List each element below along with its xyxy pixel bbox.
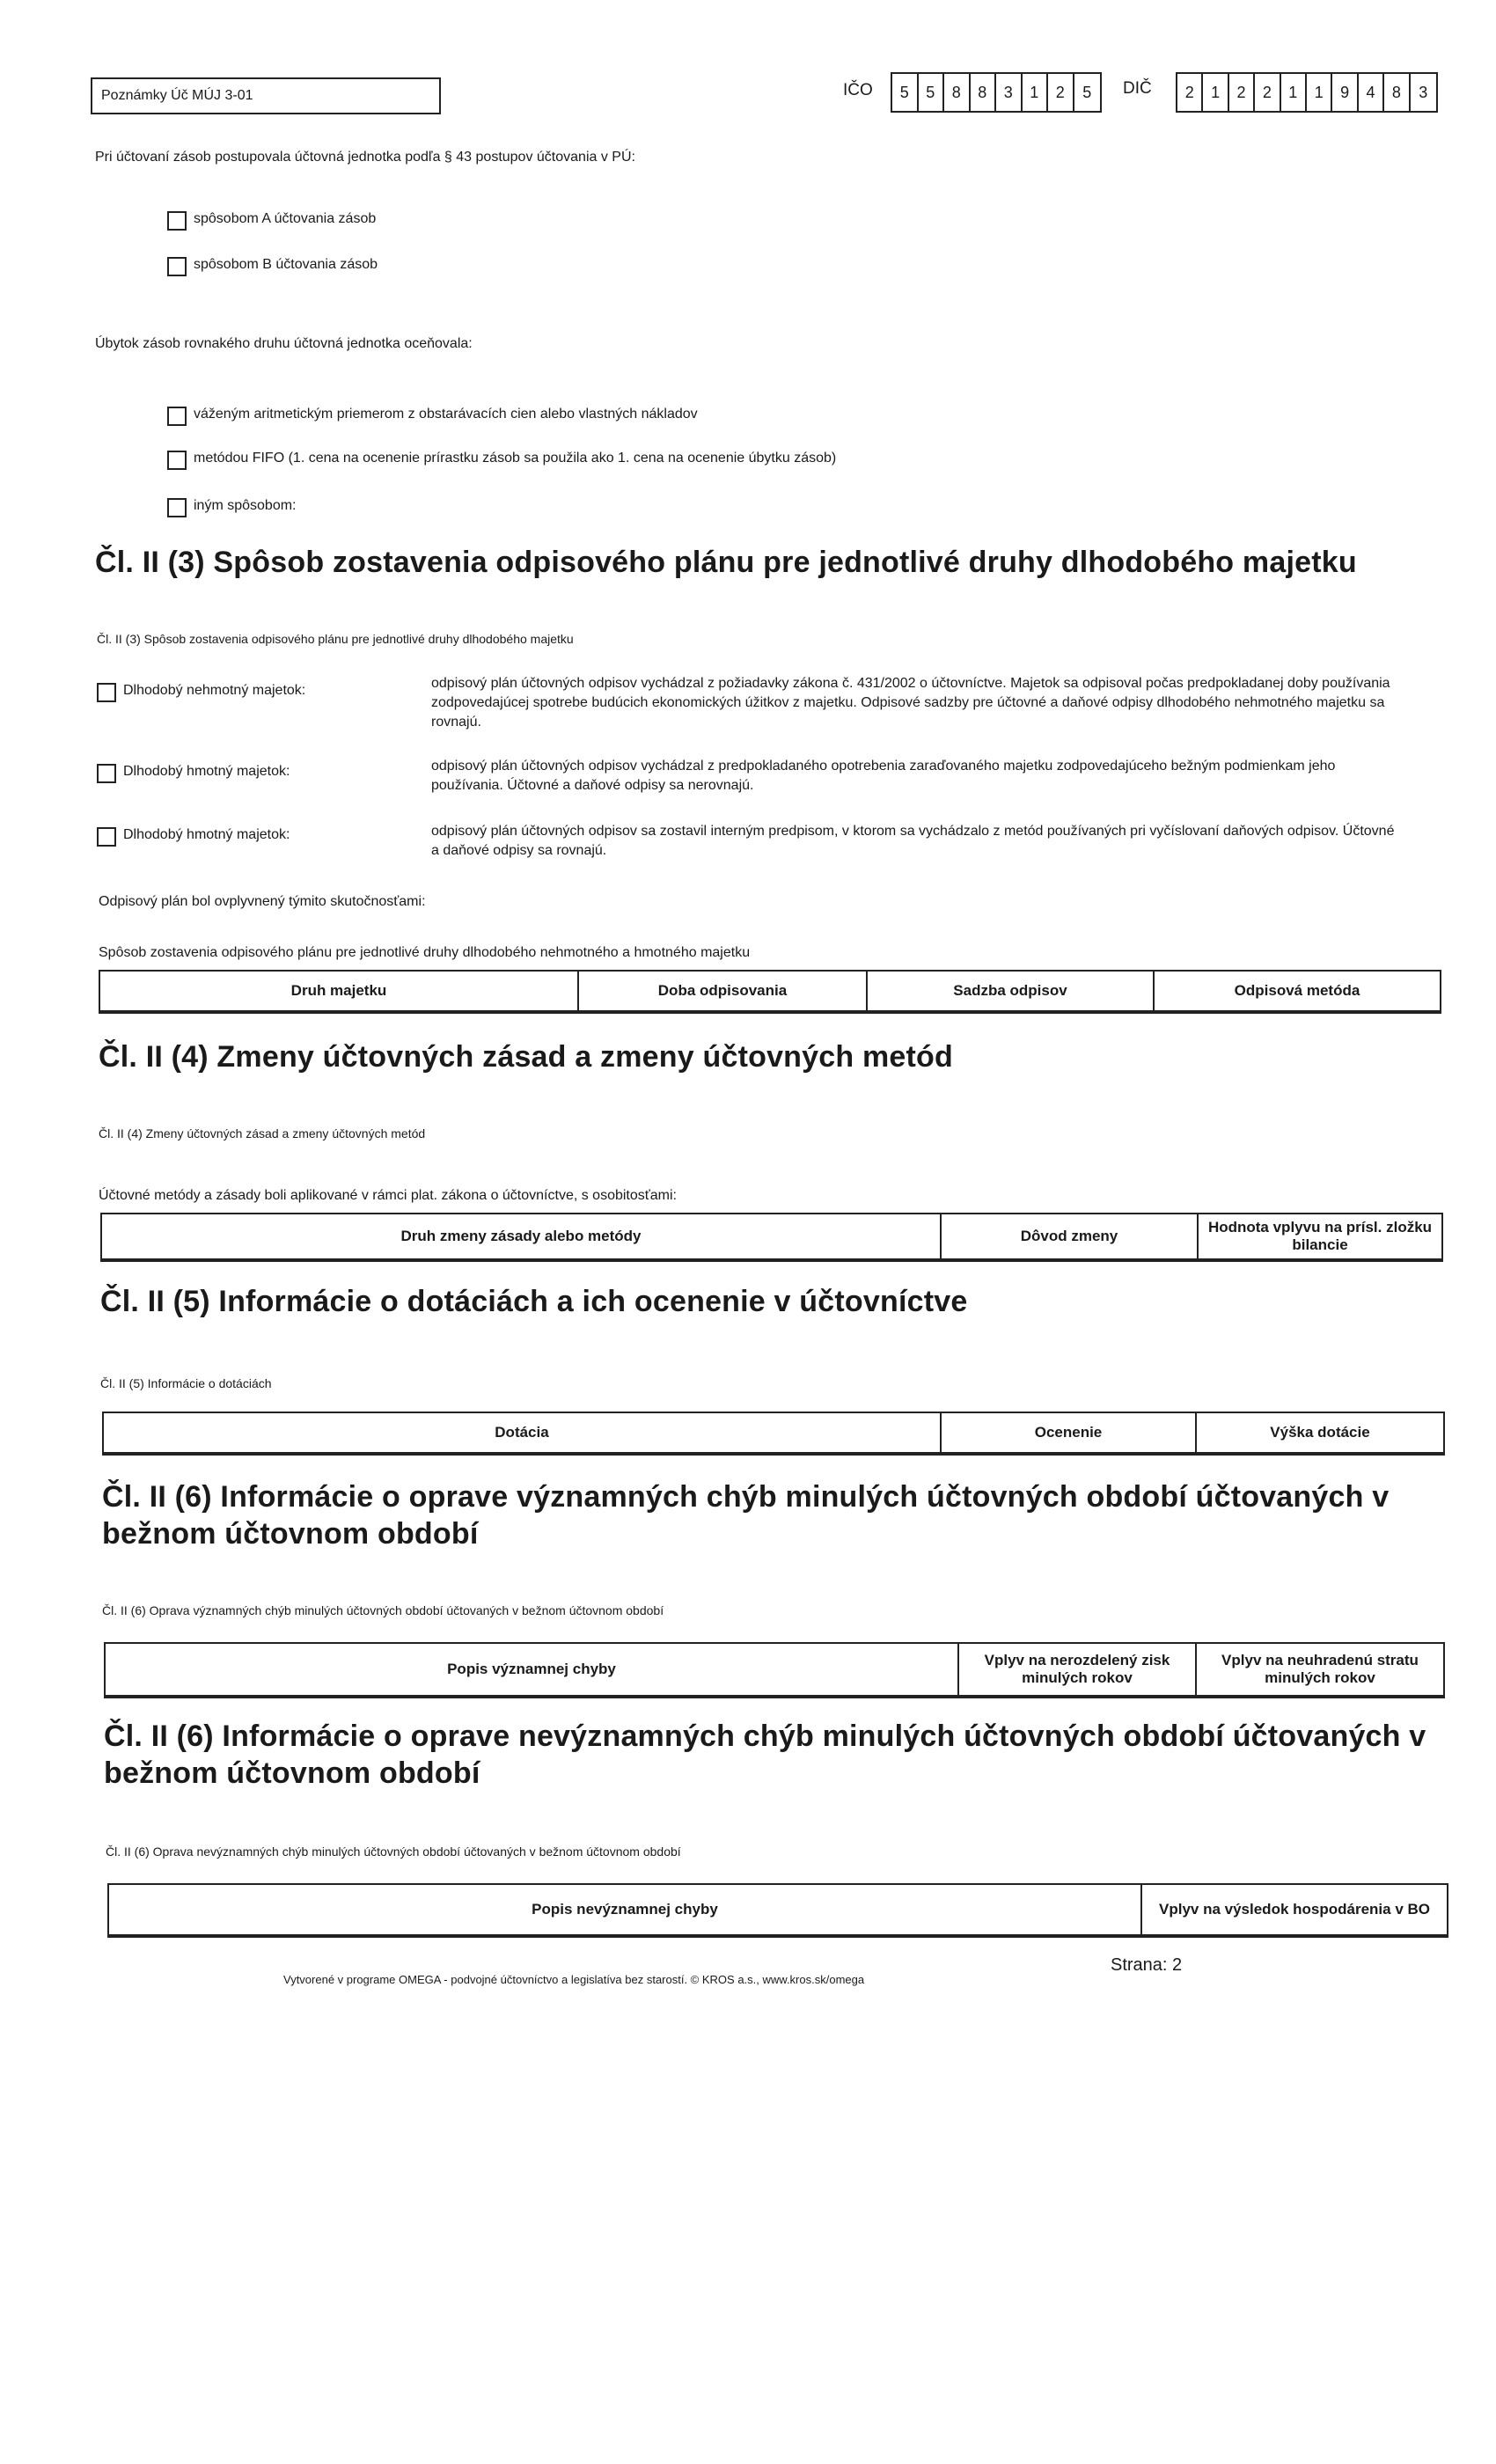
- footer-page-number: Strana: 2: [1111, 1955, 1183, 1975]
- asset-item-1-checkbox[interactable]: [97, 683, 116, 702]
- footer-created-by: Vytvorené v programe OMEGA - podvojné účtovníctvo a legislatíva bez starostí. © KROS a.s., www.kros.sk/omega: [283, 1973, 865, 1986]
- option-b-row[interactable]: [167, 257, 378, 276]
- depreciation-table-caption: Spôsob zostavenia odpisového plánu pre jednotlivé druhy dlhodobého nehmotného a hmotného majetku: [99, 945, 751, 960]
- col-retained-profit-impact: Vplyv na nerozdelený zisk minulých rokov: [959, 1644, 1197, 1695]
- col-subsidy-amount: Výška dotácie: [1270, 1424, 1370, 1441]
- section6b-subheading: Čl. II (6) Oprava nevýznamných chýb minulých účtovných období účtovaných v bežnom účtovnom období: [106, 1844, 681, 1859]
- section4-text: Účtovné metódy a zásady boli aplikované v rámci plat. zákona o účtovníctve, s osobitosťami:: [99, 1188, 677, 1203]
- section5-subheading: Čl. II (5) Informácie o dotáciách: [100, 1376, 272, 1390]
- col-change-impact: Hodnota vplyvu na prísl. zložku bilancie: [1207, 1219, 1433, 1253]
- dic-digit: 1: [1281, 74, 1307, 111]
- col-asset-type: Druh majetku: [100, 972, 579, 1010]
- subsidies-table-header: [102, 1412, 1445, 1456]
- dic-digit: 2: [1229, 74, 1255, 111]
- val-other-checkbox[interactable]: [167, 498, 187, 517]
- ico-digit: 5: [1082, 83, 1092, 101]
- ico-field: [891, 72, 1102, 113]
- form-label: Poznámky Úč MÚJ 3-01: [101, 88, 253, 103]
- ico-digit: 8: [944, 74, 971, 111]
- asset-item-3-text: odpisový plán účtovných odpisov sa zostavil interným predpisom, v ktorom sa vychádzalo z metód používaných pri vyčíslovaní daňových odpisov. Účtovné a daňové odpisy sa rovnajú.: [431, 824, 1395, 858]
- val-other-row[interactable]: [167, 498, 297, 517]
- ico-digit: 2: [1048, 74, 1074, 111]
- section4-subheading: Čl. II (4) Zmeny účtovných zásad a zmeny účtovných metód: [99, 1126, 426, 1140]
- ico-digit: 5: [919, 74, 945, 111]
- ico-digit: 1: [1023, 74, 1049, 111]
- asset-item-2-label: Dlhodobý hmotný majetok:: [123, 764, 290, 779]
- option-b-label: spôsobom B účtovania zásob: [194, 257, 378, 272]
- val-weighted-label: váženým aritmetickým priemerom z obstarávacích cien alebo vlastných nákladov: [194, 407, 698, 422]
- section6a-heading: [102, 1478, 1389, 1552]
- asset-item-2-checkbox[interactable]: [97, 764, 116, 783]
- dic-digit: 2: [1177, 74, 1203, 111]
- section6a-subheading: Čl. II (6) Oprava významných chýb minulých účtovných období účtovaných v bežnom účtovnom období: [102, 1603, 664, 1617]
- asset-item-1[interactable]: [97, 683, 305, 702]
- col-change-reason: Dôvod zmeny: [942, 1214, 1199, 1258]
- col-subsidy-valuation: Ocenenie: [942, 1413, 1197, 1452]
- option-a-label: spôsobom A účtovania zásob: [194, 211, 377, 226]
- dic-digit: 3: [1419, 83, 1428, 101]
- col-change-type: Druh zmeny zásady alebo metódy: [102, 1214, 942, 1258]
- asset-item-1-label: Dlhodobý nehmotný majetok:: [123, 683, 306, 698]
- col-subsidy: Dotácia: [104, 1413, 942, 1452]
- col-depreciation-rate: Sadzba odpisov: [868, 972, 1155, 1010]
- asset-item-3-label: Dlhodobý hmotný majetok:: [123, 827, 290, 842]
- option-a-row[interactable]: [167, 211, 376, 231]
- section6b-heading-line2: bežnom účtovnom období: [104, 1756, 480, 1790]
- significant-errors-table-header: [104, 1642, 1445, 1698]
- dic-label: DIČ: [1123, 79, 1152, 98]
- col-minor-error: Popis nevýznamnej chyby: [109, 1885, 1142, 1934]
- section4-heading: Čl. II (4) Zmeny účtovných zásad a zmeny účtovných metód: [99, 1040, 953, 1074]
- val-fifo-label: metódou FIFO (1. cena na ocenenie prírastku zásob sa použila ako 1. cena na ocenenie úbytku zásob): [194, 451, 837, 466]
- col-depreciation-period: Doba odpisovania: [579, 972, 868, 1010]
- section6b-heading-line1: Čl. II (6) Informácie o oprave nevýznamných chýb minulých účtovných období účtovaných v: [104, 1720, 1426, 1753]
- influenced-label: Odpisový plán bol ovplyvnený týmito skutočnosťami:: [99, 894, 426, 909]
- section5-heading: Čl. II (5) Informácie o dotáciách a ich ocenenie v účtovníctve: [100, 1285, 968, 1318]
- dic-digit: 8: [1384, 74, 1410, 111]
- section6b-heading: [104, 1718, 1426, 1792]
- col-depreciation-method: Odpisová metóda: [1234, 982, 1360, 1000]
- minor-errors-table-header: [107, 1883, 1448, 1938]
- form-label-box: [91, 77, 441, 114]
- dic-digit: 4: [1359, 74, 1384, 111]
- dic-digit: 1: [1307, 74, 1332, 111]
- val-fifo-checkbox[interactable]: [167, 451, 187, 470]
- section6a-heading-line2: bežnom účtovnom období: [102, 1517, 479, 1551]
- dic-digit: 1: [1203, 74, 1228, 111]
- depreciation-table-header: [99, 970, 1441, 1014]
- val-weighted-checkbox[interactable]: [167, 407, 187, 426]
- asset-item-2[interactable]: [97, 764, 290, 783]
- section6a-heading-line1: Čl. II (6) Informácie o oprave významných chýb minulých účtovných období účtovaných v: [102, 1480, 1390, 1514]
- ico-label: IČO: [843, 81, 873, 99]
- dic-field: [1176, 72, 1438, 113]
- asset-item-3[interactable]: [97, 827, 290, 847]
- option-b-checkbox[interactable]: [167, 257, 187, 276]
- val-weighted-row[interactable]: [167, 407, 698, 426]
- ico-digit: 5: [892, 74, 919, 111]
- val-fifo-row[interactable]: [167, 451, 836, 470]
- col-significant-error: Popis významnej chyby: [106, 1644, 959, 1695]
- asset-item-1-text: odpisový plán účtovných odpisov vychádzal z požiadavky zákona č. 431/2002 o účtovníctve. Majetok sa odpisoval počas predpokladanej doby používania zodpovedajúcej spotrebe budúcich ekonomických úžitkov z majetku. Odpisové sadzby pre účtovné a daňové odpisy dlhodobého nehmotného majetku sa rovnajú.: [431, 676, 1390, 730]
- changes-table-header: [100, 1213, 1443, 1262]
- col-profit-impact: Vplyv na výsledok hospodárenia v BO: [1159, 1901, 1430, 1918]
- ico-digit: 3: [996, 74, 1023, 111]
- ico-digit: 8: [971, 74, 997, 111]
- option-a-checkbox[interactable]: [167, 211, 187, 231]
- inventory-intro: Pri účtovaní zásob postupovala účtovná jednotka podľa § 43 postupov účtovania v PÚ:: [95, 150, 635, 165]
- dic-digit: 9: [1332, 74, 1358, 111]
- asset-item-3-checkbox[interactable]: [97, 827, 116, 847]
- section3-heading: Čl. II (3) Spôsob zostavenia odpisového plánu pre jednotlivé druhy dlhodobého majetku: [95, 546, 1357, 579]
- col-unpaid-loss-impact: Vplyv na neuhradenú stratu minulých rokov: [1221, 1652, 1419, 1686]
- valuation-intro: Úbytok zásob rovnakého druhu účtovná jednotka oceňovala:: [95, 336, 473, 351]
- asset-item-2-text: odpisový plán účtovných odpisov vychádzal z predpokladaného opotrebenia zaraďovaného majetku zodpovedajúceho bežným podmienkam jeho používania. Účtovné a daňové odpisy sa nerovnajú.: [431, 759, 1336, 793]
- val-other-label: iným spôsobom:: [194, 498, 297, 513]
- dic-digit: 2: [1255, 74, 1280, 111]
- section3-subheading: Čl. II (3) Spôsob zostavenia odpisového plánu pre jednotlivé druhy dlhodobého majetku: [97, 632, 574, 646]
